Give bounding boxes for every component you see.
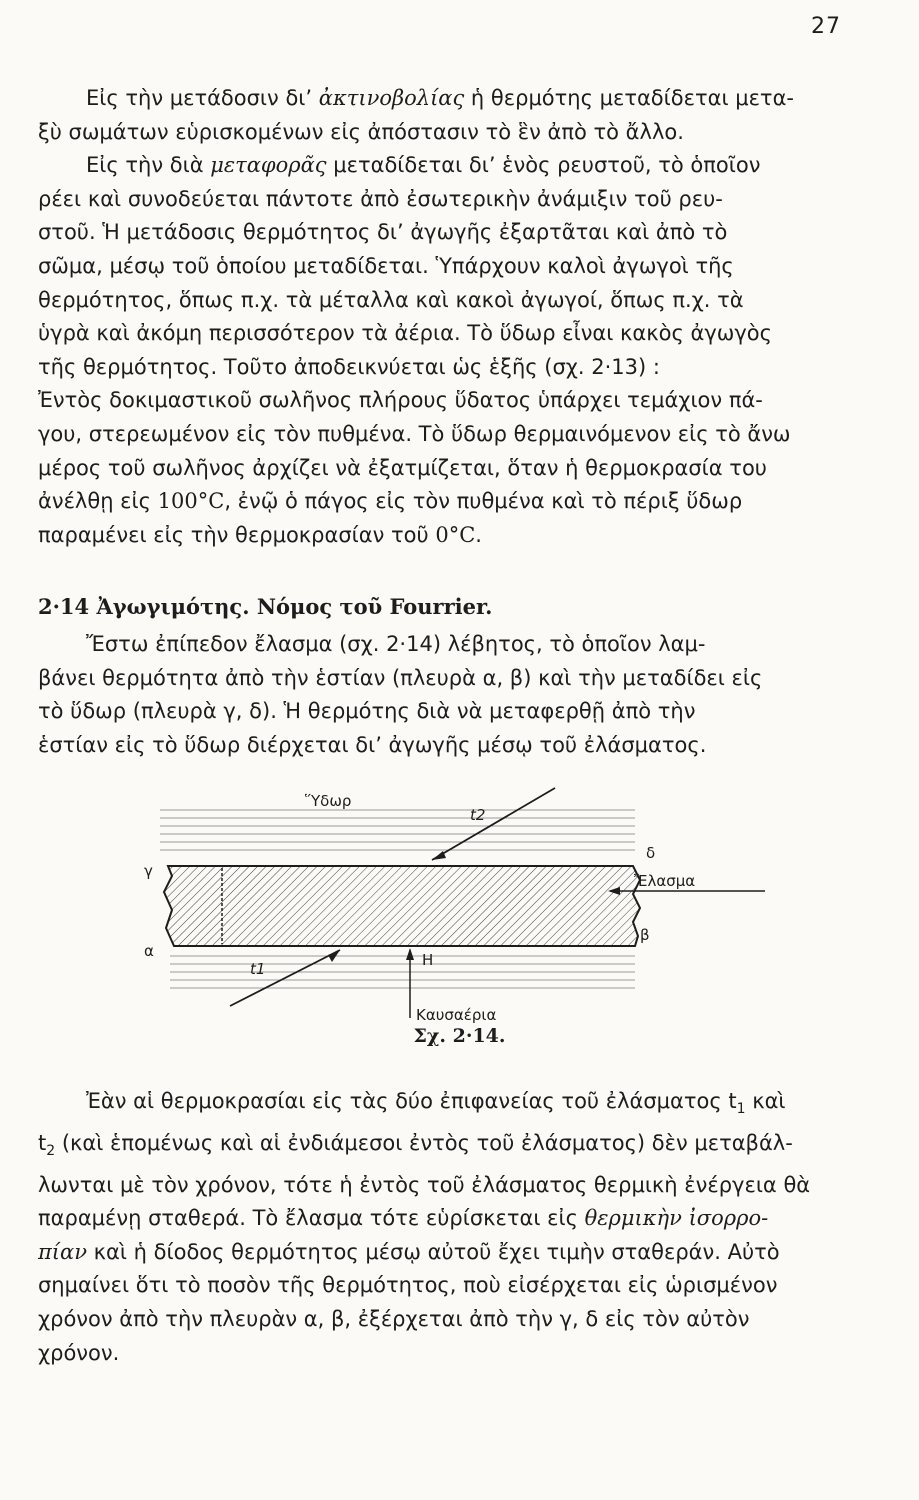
- text-line: $t_2$ (καὶ ἑπομένως καὶ αἱ ἐνδιάμεσοι ἐντὸς τοῦ ἐλάσματος) δὲν μεταβάλ-: [38, 1130, 793, 1159]
- paragraph-plate-intro: [38, 628, 856, 762]
- term-radiation: ἀκτινοβολίας: [318, 86, 465, 110]
- text-line: στοῦ. Ἡ μετάδοσις θερμότητος δι’ ἀγωγῆς ἐξαρτᾶται καὶ ἀπὸ τὸ: [38, 220, 728, 245]
- label-plate: Ἔλασμα: [634, 872, 696, 890]
- text-line: λωνται μὲ τὸν χρόνον, τότε ἡ ἐντὸς τοῦ ἐλάσματος θερμικὴ ἐνέργεια θὰ: [38, 1172, 811, 1197]
- text-line: γου, στερεωμένον εἰς τὸν πυθμένα. Τὸ ὕδωρ θερμαινόμενον εἰς τὸ ἄνω: [38, 421, 791, 446]
- text-line: σημαίνει ὅτι τὸ ποσὸν τῆς θερμότητος, ποὺ εἰσέρχεται εἰς ὡρισμένον: [38, 1273, 778, 1298]
- text-line: τὸ ὕδωρ (πλευρὰ γ, δ). Ἡ θερμότης διὰ νὰ μεταφερθῇ ἀπὸ τὴν: [38, 699, 696, 724]
- text-line: χρόνον ἀπὸ τὴν πλευρὰν α, β, ἐξέρχεται ἀπὸ τὴν γ, δ εἰς τὸν αὐτὸν: [38, 1306, 750, 1331]
- text-line: χρόνον.: [38, 1340, 120, 1365]
- term-thermal-equilibrium: θερμικὴν ἰσορρο-: [584, 1206, 769, 1231]
- label-flue-gases: Καυσαέρια: [416, 1006, 497, 1024]
- flue-lines: [170, 956, 635, 988]
- text-line: παραμένῃ σταθερά. Τὸ ἔλασμα τότε εὑρίσκεται εἰς θερμικὴν ἰσορρο-: [38, 1206, 769, 1231]
- figure-diagram: [140, 780, 780, 1025]
- ray-t1: [230, 950, 340, 1006]
- text-line: Εἰς τὴν διὰ μεταφορᾶς μεταδίδεται δι’ ἑνὸς ρευστοῦ, τὸ ὁποῖον: [86, 153, 761, 178]
- term-convection: μεταφορᾶς: [210, 153, 327, 178]
- label-gamma: γ: [144, 862, 153, 880]
- text-line: τῆς θερμότητος. Τοῦτο ἀποδεικνύεται ὡς ἑξῆς (σχ. 2·13) :: [38, 354, 660, 379]
- text-line: μέρος τοῦ σωλῆνος ἀρχίζει νὰ ἐξατμίζεται, ὅταν ἡ θερμοκρασία του: [38, 455, 767, 480]
- text-line: βάνει θερμότητα ἀπὸ τὴν ἑστίαν (πλευρὰ α, β) καὶ τὴν μεταδίδει εἰς: [38, 665, 763, 690]
- text-line: σῶμα, μέσῳ τοῦ ὁποίου μεταδίδεται. Ὑπάρχουν καλοὶ ἀγωγοὶ τῆς: [38, 253, 734, 278]
- temp-0: 0°C: [435, 522, 476, 547]
- section-heading: 2·14 Ἀγωγιμότης. Νόμος τοῦ Fourrier.: [38, 594, 493, 619]
- text-line: Ἔστω ἐπίπεδον ἔλασμα (σχ. 2·14) λέβητος, τὸ ὁποῖον λαμ-: [86, 632, 706, 656]
- text-line: ὑγρὰ καὶ ἀκόμη περισσότερον τὰ ἀέρια. Τὸ ὕδωρ εἶναι κακὸς ἀγωγὸς: [38, 321, 772, 346]
- text-line: πίαν καὶ ἡ δίοδος θερμότητος μέσῳ αὐτοῦ ἔχει τιμὴν σταθεράν. Αὐτὸ: [38, 1239, 780, 1264]
- text-line: ξὺ σωμάτων εὑρισκομένων εἰς ἀπόστασιν τὸ ἓν ἀπὸ τὸ ἄλλο.: [38, 119, 684, 144]
- water-lines: [160, 810, 635, 850]
- text-line: ἀνέλθῃ εἰς 100°C, ἐνῷ ὁ πάγος εἰς τὸν πυθμένα καὶ τὸ πέριξ ὕδωρ: [38, 489, 743, 514]
- label-water: Ὕδωρ: [305, 792, 352, 810]
- text-line: Ἐὰν αἱ θερμοκρασίαι εἰς τὰς δύο ἐπιφανείας τοῦ ἐλάσματος $t_1$ καὶ: [86, 1089, 786, 1118]
- text-line: Ἐντὸς δοκιμαστικοῦ σωλῆνος πλήρους ὕδατος ὑπάρχει τεμάχιον πά-: [38, 388, 763, 413]
- label-alpha: α: [144, 942, 154, 960]
- label-delta: δ: [646, 844, 656, 862]
- label-t1: t1: [250, 960, 266, 978]
- label-beta: β: [640, 926, 650, 944]
- label-t2: t2: [470, 806, 486, 824]
- page-number: 27: [811, 14, 841, 39]
- paragraph-radiation-convection: [38, 82, 856, 552]
- text-line: ἑστίαν εἰς τὸ ὕδωρ διέρχεται δι’ ἀγωγῆς μέσῳ τοῦ ἐλάσματος.: [38, 732, 707, 757]
- temp-100: 100°C: [157, 489, 225, 514]
- paragraph-thermal-equilibrium: [38, 1085, 856, 1370]
- plate-shape: [164, 866, 640, 946]
- text-line: ρέει καὶ συνοδεύεται πάντοτε ἀπὸ ἐσωτερικὴν ἀνάμιξιν τοῦ ρευ-: [38, 186, 723, 211]
- label-H: H: [422, 951, 434, 969]
- text-line: παραμένει εἰς τὴν θερμοκρασίαν τοῦ 0°C.: [38, 522, 482, 547]
- text-line: θερμότητος, ὅπως π.χ. τὰ μέταλλα καὶ κακοὶ ἀγωγοί, ὅπως π.χ. τὰ: [38, 287, 744, 312]
- figure-caption: Σχ. 2·14.: [413, 1025, 506, 1047]
- ray-t2: [432, 788, 555, 860]
- text-line: Εἰς τὴν μετάδοσιν δι’ ἀκτινοβολίας ἡ θερμότης μεταδίδεται μετα-: [86, 86, 794, 110]
